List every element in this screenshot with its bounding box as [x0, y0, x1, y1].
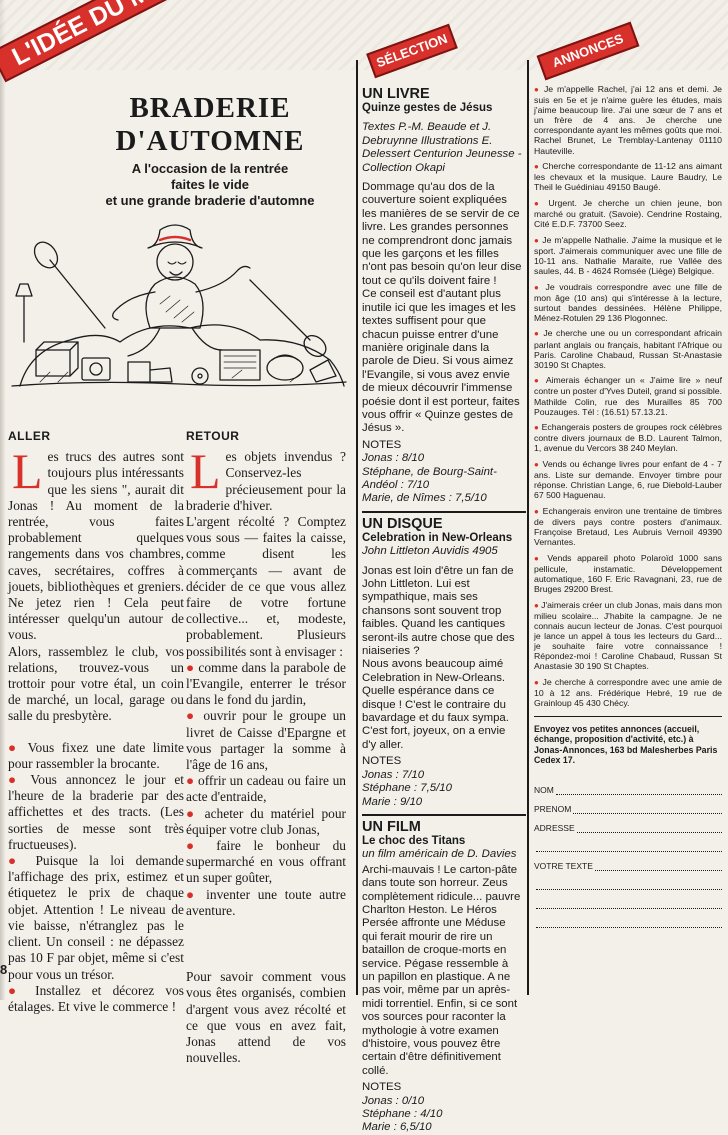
aller-heading: ALLER — [8, 429, 51, 443]
note-line: Marie : 9/10 — [362, 795, 423, 808]
bullet-icon: ● — [534, 162, 543, 172]
list-item: ● comme dans la parabole de l'Evangile, enterrer le trésor dans le fond du jardin, — [186, 659, 346, 708]
note-line: Stéphane : 4/10 — [362, 1108, 443, 1121]
notes-label: NOTES — [362, 755, 402, 768]
bullet-icon: ● — [186, 708, 204, 724]
review-paragraph: Nous avons beaucoup aimé Celebration in New-Orleans. Quelle espérance dans ce disque ! C'est le contraire du bavardage et du faux sympa. C'est fort, joyeux, on a envie d'y aller. — [362, 658, 509, 751]
ad-text: Je voudrais correspondre avec une fille de mon âge (10 ans) qui s'intéresse à la lecture, surtout bandes dessinées. Hélène Philippe, Ménez-Rotulen 29 136 Plogonnec. — [534, 281, 722, 323]
list-item: ● inventer une toute autre aventure. — [186, 886, 347, 918]
notes-label: NOTES — [362, 438, 402, 451]
list-item: ● Installez et décorez vos étalages. Et vive le commerce ! — [8, 982, 185, 1014]
braderie-illustration — [10, 200, 348, 400]
list-item: ● Vous fixez une date limite pour rassembler la brocante. — [8, 739, 184, 771]
list-item — [534, 235, 722, 276]
section-divider — [534, 716, 722, 717]
ad-text: Je cherche à correspondre avec une amie de 10 à 12 ans. Frédérique Hebré, 19 rue de Grainloup 45 430 Chécy. — [534, 676, 722, 708]
article-title — [90, 92, 330, 158]
form-field-line[interactable] — [534, 871, 722, 890]
bullet-icon: ● — [534, 423, 542, 433]
page-number: 8 — [0, 962, 8, 977]
bullet-icon: ● — [534, 329, 544, 339]
ad-text: Je m'appelle Rachel, j'ai 12 ans et demi. Je suis en 5e et je n'aime guère les études, mais j'aime beaucoup lire. J'ai une sœur de 7 ans et un frère de 4 ans. Je cherche une correspondante ayant les mêmes goûts que moi. Rachel Brunet, Le Tremblay-Lantenay 01110 Hauteville. — [534, 84, 722, 156]
aller-column — [8, 428, 184, 1015]
review-title: Quinze gestes de Jésus — [362, 102, 493, 114]
list-item — [534, 375, 722, 416]
ads-list — [534, 84, 722, 708]
note-line: Marie, de Nîmes : 7,5/10 — [362, 492, 487, 505]
form-field-votre-texte[interactable] — [534, 852, 722, 871]
bullet-icon: ● — [186, 886, 207, 902]
bullet-icon: ● — [8, 739, 28, 755]
list-item — [534, 84, 722, 156]
form-field-line[interactable] — [536, 881, 722, 890]
review-credits: John Littleton Auvidis 4905 — [362, 545, 498, 558]
review-paragraph: Ce conseil est d'autant plus inutile ici que les images et les textes suffisent pour que chacun puisse entrer d'une manière originale dans la parole de Dieu. Si vous aimez l'Evangile, si vous avez envie de mieux découvrir l'immense poésie dont il est porteur, faites vous offrir « Quinze gestes de Jésus ». — [362, 288, 520, 435]
bullet-icon: ● — [186, 773, 198, 789]
bullet-icon: ● — [534, 677, 543, 687]
form-field-label: NOM — [534, 784, 554, 795]
list-item — [534, 459, 722, 500]
list-item — [534, 422, 722, 453]
section-divider — [362, 511, 526, 513]
ad-text: Urgent. Je cherche un chien jeune, bon marché ou gratuit. (Savoie). Cendrine Rostaing, Cité E.D.F. 73700 Seez. — [534, 197, 722, 230]
bullet-icon: ● — [534, 600, 542, 610]
form-field-line[interactable] — [536, 919, 722, 928]
list-item — [534, 161, 722, 192]
page-edge — [0, 0, 6, 1000]
list-item — [534, 553, 722, 594]
note-line: Jonas : 7/10 — [362, 768, 425, 781]
list-item: ● acheter du matériel pour équiper votre club Jonas, — [186, 805, 347, 837]
title-line-1: BRADERIE — [129, 92, 291, 124]
subtitle-line-2: faites le vide — [170, 177, 250, 192]
review-livre — [362, 86, 522, 506]
title-line-2: D'AUTOMNE — [115, 125, 305, 157]
list-item: ● Vous annoncez le jour et l'heure de la braderie par des affichettes et des tracts. (Les sorties de messe sont très fructueuses). — [8, 772, 185, 852]
form-field-line[interactable] — [595, 862, 722, 871]
list-item — [534, 328, 722, 369]
bullet-icon: ● — [534, 506, 543, 516]
form-field-line[interactable] — [534, 890, 722, 909]
form-field-prenom[interactable] — [534, 795, 722, 814]
selection-banner: SÉLECTION — [366, 24, 458, 79]
ad-text: Echangerais posters de groupes rock célèbres contre divers journaux de B.D. Laurent Talmon, 1, avenue du Vercors 38 240 Meylan. — [534, 422, 722, 454]
review-category: UN LIVRE — [362, 86, 430, 102]
bullet-icon: ● — [8, 853, 36, 869]
bullet-icon: ● — [186, 659, 199, 675]
ad-text: Aimerais échanger un « J'aime lire » neuf contre un poster d'Yves Duteil, grand si possible. Mathilde Colin, rue des Murailles 85 700 Pouzauges. Tél : (16.51) 57.13.21. — [534, 375, 722, 417]
list-item — [534, 198, 722, 229]
retour-heading: RETOUR — [186, 429, 240, 443]
bullet-icon: ● — [8, 982, 36, 998]
review-category: UN FILM — [362, 818, 421, 835]
bullet-icon: ● — [534, 85, 544, 94]
aller-dropcap: L — [12, 443, 43, 500]
selection-column — [362, 84, 522, 1135]
review-title: Celebration in New-Orleans — [362, 531, 513, 544]
aller-paragraph-1: es trucs des autres sont toujours plus intéressants que les siens ", aurait dit Jonas ! Au moment de la rentrée, vous faites probablement quelques rangements dans vos chambres, caves, secrétaires, coffres à jouets, bibliothèques et greniers. Ne jetez rien ! Cela peut intéresser quelqu'un autour de vous. — [8, 449, 184, 643]
retour-intro — [186, 443, 346, 514]
retour-closing: Pour savoir comment vous vous êtes organisés, combien d'argent vous avez récolté et ce que vous en avez fait, Jonas attend de vos nouvelles. — [186, 969, 346, 1066]
subtitle-line-1: A l'occasion de la rentrée — [131, 161, 289, 176]
bullet-icon: ● — [186, 838, 217, 854]
list-item: ● Puisque la loi demande l'affichage des prix, estimez et étiquetez le prix de chaque objet. Attention ! Le niveau de vie baisse, n'étranglez pas le client. Un conseil : ne dépassez pas 10 F par objet, même si c'est pour vous un trésor. — [8, 853, 185, 982]
note-line: Jonas : 0/10 — [362, 1094, 425, 1107]
form-header: Envoyez vos petites annonces (accueil, échange, proposition d'activité, etc.) à Jonas-Annonces, 163 bd Malesherbes Paris Cedex 17. — [534, 724, 718, 766]
form-field-line[interactable] — [534, 909, 722, 928]
review-paragraph: Archi-mauvais ! Le carton-pâte dans toute son horreur. Zeus complètement ridicule... pauvre Charlton Heston. Le Héros Persée affronte une Méduse qui ferait mourir de rire un bataillon de croque-morts en service. Pégase ressemble à un papillon en plastique. A ne pas voir, même par un après-midi torrentiel. Enfin, si ce sont vos sources pour raconter la mythologie à votre examen d'histoire, vous pouvez être certain d'être définitivement collé. — [362, 863, 521, 1077]
annonces-column — [534, 84, 722, 928]
list-item: ● offrir un cadeau ou faire un acte d'entraide, — [186, 773, 346, 805]
bullet-icon: ● — [534, 460, 543, 469]
review-credits: un film américain de D. Davies — [362, 848, 517, 861]
review-category: UN DISQUE — [362, 515, 443, 532]
form-field-line[interactable] — [536, 843, 722, 852]
aller-paragraph-2: Alors, rassemblez le club, vos relations, trouvez-vous un trottoir pour votre étal, un coin de marché, un local, garage ou salle du presbytère. — [8, 643, 184, 724]
form-field-label: ADRESSE — [534, 822, 575, 833]
ad-text: Vends appareil photo Polaroïd 1000 sans pellicule, instamatic. Développement automatique, 160 F. Eric Ravagnani, 23, rue de Bruges 29200 Brest. — [534, 552, 722, 595]
form-field-line[interactable] — [556, 786, 722, 795]
form-field-line[interactable] — [536, 900, 722, 909]
ad-text: Cherche correspondante de 11-12 ans aimant les chevaux et la musique. Laure Baudry, Le Theil le Guédiniau 49150 Baugé. — [534, 161, 722, 193]
form-field-line[interactable] — [577, 824, 722, 833]
retour-dropcap: L — [190, 443, 221, 500]
bullet-icon: ● — [8, 772, 31, 788]
note-line: Stéphane, de Bourg-Saint-Andéol : 7/10 — [362, 465, 497, 491]
bullet-icon: ● — [534, 282, 546, 292]
review-paragraph: Jonas est loin d'être un fan de John Littleton. Lui est sympathique, mais ses chansons sont souvent trop faibles. Quand les cantiques seront-ils autre chose que des niaiseries ? — [362, 564, 515, 658]
review-film — [362, 819, 522, 1135]
ad-form — [534, 776, 722, 928]
review-disque — [362, 516, 522, 809]
bullet-icon: ● — [186, 805, 205, 821]
bullet-icon: ● — [534, 235, 543, 245]
form-field-line[interactable] — [534, 833, 722, 852]
column-divider — [356, 60, 358, 995]
subtitle-line-3: et une grande braderie d'automne — [105, 193, 315, 208]
list-item — [534, 282, 722, 323]
list-item: ● ouvrir pour le groupe un livret de Caisse d'Epargne et vous partager la somme à l'âge de 16 ans, — [186, 708, 346, 773]
review-title: Le choc des Titans — [362, 834, 466, 847]
list-item — [534, 600, 722, 672]
ad-text: Je m'appelle Nathalie. J'aime la musique et le sport. J'aimerais communiquer avec une fille de 10-11 ans. Nathalie Maraite, rue Vallée des saules, 44. B - 4624 Romsée (Liège) Belgique. — [534, 234, 722, 276]
review-credits: Textes P.-M. Beaude et J. Debruynne Illustrations E. Delessert Centurion Jeunesse - Collection Okapi — [362, 121, 522, 174]
note-line: Jonas : 8/10 — [362, 452, 425, 465]
annonces-banner: ANNONCES — [537, 22, 640, 81]
list-item: ● faire le bonheur du supermarché en vous offrant un super goûter, — [186, 838, 346, 886]
notes-label: NOTES — [362, 1081, 402, 1094]
bullet-icon: ● — [534, 553, 548, 563]
form-field-label: PRENOM — [534, 803, 572, 814]
list-item — [534, 506, 722, 547]
bullet-icon: ● — [534, 376, 546, 386]
ad-text: Vends ou échange livres pour enfant de 4 - 7 ans. Liste sur demande. Envoyer timbre pour réponse. Christian Lange, 6, rue Diebold-Lauber 67 500 Haguenau. — [534, 459, 722, 501]
column-divider — [527, 60, 529, 995]
bullet-icon: ● — [534, 198, 549, 208]
form-field-label: VOTRE TEXTE — [534, 860, 593, 871]
note-line: Stéphane : 7,5/10 — [362, 782, 452, 795]
form-field-nom[interactable] — [534, 776, 722, 795]
ad-text: Je cherche une ou un correspondant africain parlant anglais ou français, habitant l'Afrique ou Paris. Caroline Chabaud, Russan St-Anastasie 30190 St Chaptes. — [534, 328, 722, 370]
ad-text: Echangerais environ une trentaine de timbres de divers pays contre posters d'animaux. Françoise Bretaud, Les Aubruis Vernoil 49390 Vernantes. — [534, 505, 722, 548]
ad-text: J'aimerais créer un club Jonas, mais dans mon milieu scolaire... J'habite la campagne. Je ne connais aucun lecteur de Jonas. C'est pourquoi je lance un appel à tous les lecteurs du Gard... je souhaite faire votre connaissance ! Répondez-moi ! Caroline Chabaud, Russan St Anastasie 30 190 St Chaptes. — [534, 599, 722, 672]
section-divider — [362, 814, 526, 816]
review-paragraph: Dommage qu'au dos de la couverture soient expliquées les manières de se servir de ce livre. Les grandes personnes ne comprendront donc jamais que les garçons et les filles n'ont pas besoin qu'on leur dise tout ce qu'ils doivent faire ! — [362, 181, 522, 287]
list-item — [534, 677, 722, 708]
note-line: Marie : 6,5/10 — [362, 1121, 432, 1134]
retour-paragraph-1: es objets invendus ? Conservez-les précieusement pour la braderie d'hiver. — [186, 449, 346, 513]
retour-column — [186, 428, 346, 1066]
form-field-adresse[interactable] — [534, 814, 722, 833]
aller-intro — [8, 443, 184, 643]
retour-paragraph-2: L'argent récolté ? Comptez vous sous — faites la caisse, comme disent les commerçants — avant de décider de ce que vous allez faire de votre fortune collective... et, modeste, probablement. Plusieurs possibilités sont à envisager : — [186, 514, 346, 659]
form-field-line[interactable] — [573, 805, 722, 814]
